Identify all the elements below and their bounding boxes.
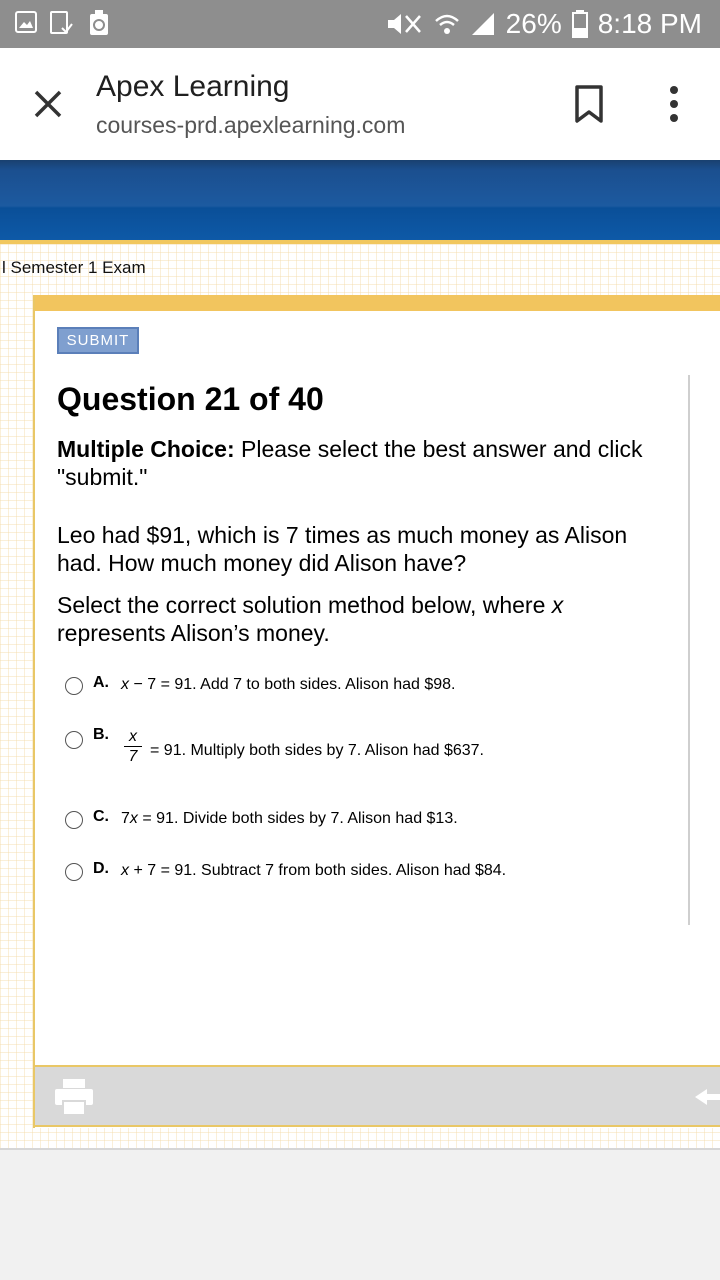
mute-icon: [386, 12, 424, 36]
choice-b-text: = 91. Multiply both sides by 7. Alison had $637.: [150, 742, 484, 759]
choice-c-letter: C.: [93, 808, 109, 825]
page-title: Apex Learning: [96, 70, 290, 103]
choice-b-fraction: x 7: [123, 727, 143, 766]
instruction-label: Multiple Choice:: [57, 436, 235, 462]
choice-c-radio[interactable]: [65, 811, 83, 829]
back-arrow-icon[interactable]: [693, 1087, 720, 1107]
question-panel: [33, 295, 720, 1128]
question-text: Leo had $91, which is 7 times as much money as Alison had. How much money did Alison have?: [57, 522, 628, 576]
choice-d-text: x + 7 = 91. Subtract 7 from both sides. Alison had $84.: [121, 862, 507, 879]
battery-icon: [572, 10, 588, 38]
panel-top-bar: [35, 295, 720, 311]
choice-d-letter: D.: [93, 860, 109, 877]
choice-d[interactable]: [65, 855, 665, 899]
choice-a-text: x − 7 = 91. Add 7 to both sides. Alison had $98.: [121, 676, 456, 693]
choice-b-radio[interactable]: [65, 731, 83, 749]
close-icon[interactable]: [30, 86, 66, 122]
more-vert-icon[interactable]: [662, 84, 686, 124]
choice-c-text: 7x = 91. Divide both sides by 7. Alison had $13.: [121, 810, 458, 827]
clock: 8:18 PM: [597, 8, 702, 39]
choice-a[interactable]: [65, 669, 665, 713]
choice-a-letter: A.: [93, 674, 109, 691]
panel-divider: [688, 375, 690, 925]
page-url: courses-prd.apexlearning.com: [96, 112, 406, 138]
question-title: Question 21 of 40: [57, 381, 324, 417]
download-icon: [48, 10, 74, 36]
printer-icon[interactable]: [53, 1077, 95, 1117]
breadcrumb: l Semester 1 Exam: [2, 258, 146, 277]
choice-b[interactable]: [65, 721, 665, 777]
wifi-icon: [434, 12, 460, 36]
question-instructions: [57, 435, 657, 491]
header-banner: [0, 160, 720, 242]
submit-button[interactable]: SUBMIT: [57, 327, 139, 354]
battery-percent: 26%: [505, 8, 562, 39]
bookmark-icon[interactable]: [574, 84, 604, 124]
page-bottom-divider: [0, 1148, 720, 1150]
instruction-text: Please select the best answer and click "submit.": [57, 436, 643, 490]
status-bar: [0, 0, 720, 48]
gallery-icon: [14, 10, 38, 34]
choice-d-radio[interactable]: [65, 863, 83, 881]
browser-toolbar: [0, 48, 720, 160]
panel-footer: [35, 1065, 720, 1127]
choice-c[interactable]: [65, 803, 665, 847]
choice-b-letter: B.: [93, 726, 109, 743]
choice-a-radio[interactable]: [65, 677, 83, 695]
question-method-text: Select the correct solution method below, where x represents Alison’s money.: [57, 592, 564, 646]
signal-icon: [470, 11, 496, 37]
recycle-icon: [88, 10, 110, 36]
